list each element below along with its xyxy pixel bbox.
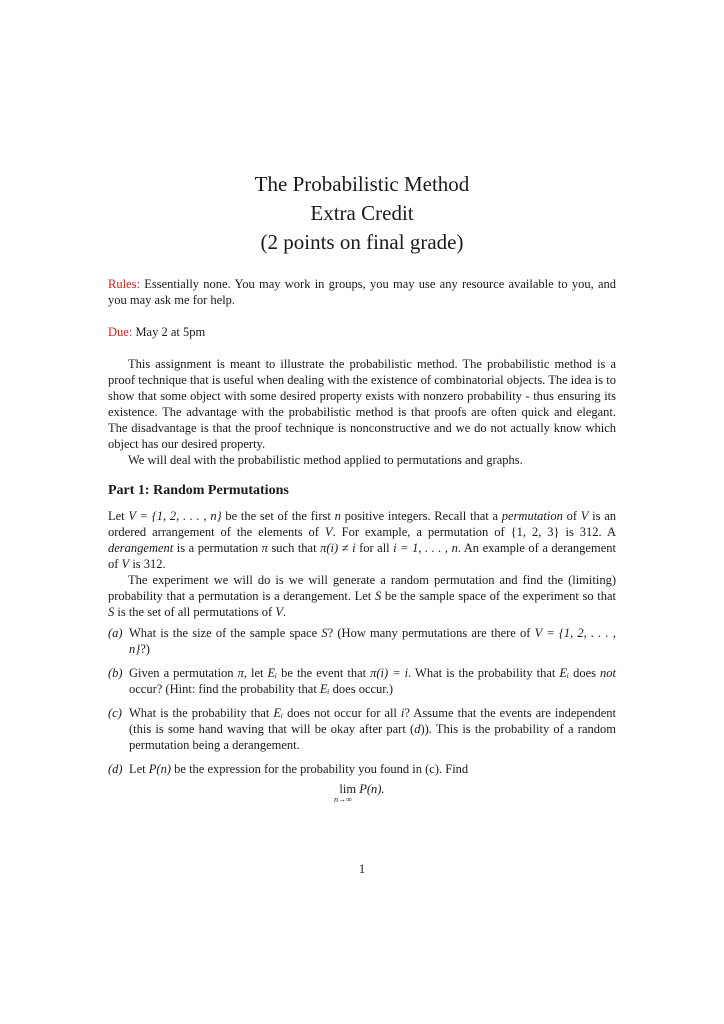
document-body [108,276,616,804]
due-label: Due: [108,325,133,339]
page-number: 1 [358,862,366,876]
due-text: May 2 at 5pm [135,325,206,339]
question-b: (b) Given a permutation π, let Eᵢ be the event that π(i) = i. What is the probability that Eᵢ does not occur? (Hint: find the probability that Eᵢ does occur.) [108,666,616,696]
intro-paragraph-1: This assignment is meant to illustrate the probabilistic method. The probabilistic method is a proof technique that is useful when dealing with the existence of combinatorial objects. The idea is to show that some object with some desired property exists with nonzero probability - thus ensuring its existence. The advantage with the probabilistic method is that proofs are often quick and elegant. The disadvantage is that the proof technique is nonconstructive and we do not actually know which object has our desired property. [108,357,616,451]
part1-paragraph-1: Let V = {1, 2, . . . , n} be the set of the first n positive integers. Recall that a permutation of V is an ordered arrangement of the elements of V. For example, a permutation of {1, 2, 3} is 312. A derangement is a permutation π such that π(i) ≠ i for all i = 1, . . . , n. An example of a derangement of V is 312. [108,509,616,571]
question-d-label: (d) [108,762,123,776]
question-b-label: (b) [108,666,123,680]
rules-paragraph [108,276,616,308]
limit-expression [108,781,616,804]
question-a: (a) What is the size of the sample space S? (How many permutations are there of V = {1, 2, . . . , n}?) [108,626,616,656]
question-c: (c) What is the probability that Eᵢ does not occur for all i? Assume that the events are independent (this is some hand waving that will be okay after part (d)). This is the probability of a random permutation being a derangement. [108,706,616,752]
rules-label: Rules: [108,277,140,291]
document-title [0,170,724,257]
limit-operator: lim [339,782,357,796]
limit-expr: P(n). [359,782,385,796]
part1-heading: Part 1: Random Permutations [108,483,289,498]
part1-paragraph-2: The experiment we will do is we will generate a random permutation and find the (limiting) probability that a permutation is a derangement. Let S be the sample space of the experiment so that S is the set of all permutations of V. [108,573,616,619]
title-line-1: The Probabilistic Method [254,172,470,196]
limit-subscript: n→∞ [334,795,352,804]
question-c-label: (c) [108,706,122,720]
due-paragraph [108,324,616,340]
title-line-3: (2 points on final grade) [260,230,464,254]
question-a-label: (a) [108,626,123,640]
title-line-2: Extra Credit [310,201,414,225]
rules-text: Essentially none. You may work in groups, you may use any resource available to you, and you may ask me for help. [108,277,617,307]
question-d: (d) Let P(n) be the expression for the probability you found in (c). Find [108,762,469,776]
intro-paragraph-2: We will deal with the probabilistic method applied to permutations and graphs. [128,453,523,467]
